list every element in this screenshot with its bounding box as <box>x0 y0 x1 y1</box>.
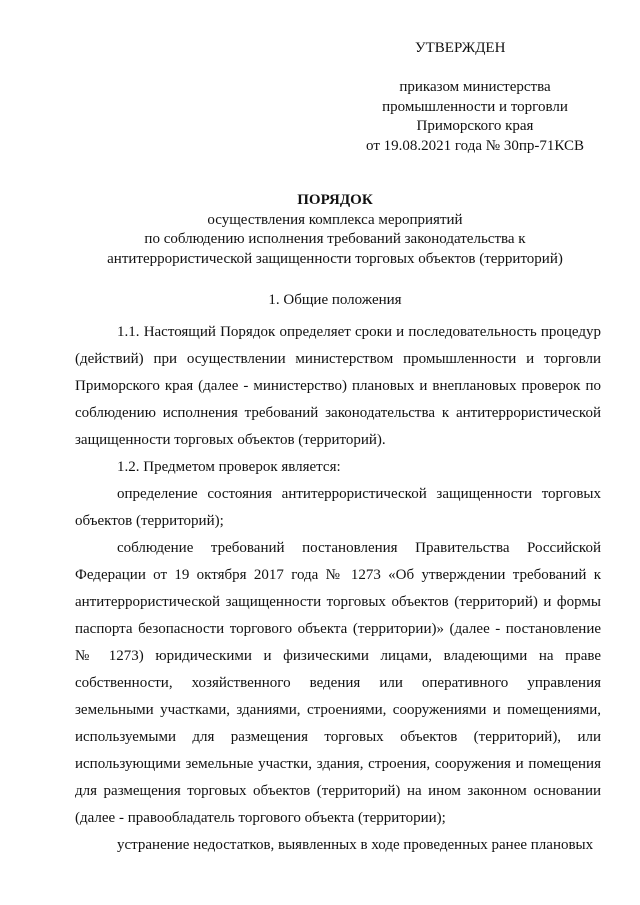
approved-label: УТВЕРЖДЕН <box>415 40 506 56</box>
document-subtitle-line: осуществления комплекса мероприятий <box>207 211 463 228</box>
section-heading: 1. Общие положения <box>268 292 402 308</box>
paragraph: устранение недостатков, выявленных в ходе проведенных ранее плановых <box>117 837 594 853</box>
document-title: ПОРЯДОК <box>297 192 373 208</box>
paragraph: определение состояния антитеррористической защищенности торговых объектов (территорий); <box>75 486 601 529</box>
section-body <box>75 319 601 859</box>
approval-line: промышленности и торговли <box>382 98 568 115</box>
approval-order-reference <box>330 78 620 156</box>
document-title-block <box>60 191 610 269</box>
document-subtitle-line: антитеррористической защищенности торговых объектов (территорий) <box>107 250 563 267</box>
document-subtitle-line: по соблюдению исполнения требований законодательства к <box>144 231 526 247</box>
approval-line: от 19.08.2021 года № 30пр-71КСВ <box>366 137 584 154</box>
approval-stamp <box>330 36 620 156</box>
paragraph: 1.1. Настоящий Порядок определяет сроки и последовательность процедур (действий) при осуществлении министерством промышленности и торговли Приморского края (далее - министерство) плановых и внеплановых проверок по соблюдению исполнения требований законодательства к антитеррористической защищенности торговых объектов (территорий). <box>75 324 601 448</box>
approval-line: Приморского края <box>416 118 534 134</box>
approval-line: приказом министерства <box>399 79 551 95</box>
paragraph: 1.2. Предметом проверок является: <box>117 459 341 475</box>
paragraph: соблюдение требований постановления Правительства Российской Федерации от 19 октября 2017 года № 1273 «Об утверждении требований к антитеррористической защищенности торговых объектов (территорий) и формы паспорта безопасности торгового объекта (территории)» (далее - постановление № 1273) юридическими и физическими лицами, владеющими на праве собственности, хозяйственного ведения или оперативного управления земельными участками, зданиями, строениями, сооружениями и помещениями, используемыми для размещения торговых объектов (территорий), или использующими земельные участки, здания, строения, сооружения и помещения для размещения торговых объектов (территорий) на ином законном основании (далее - правообладатель торгового объекта (территории); <box>75 540 601 826</box>
